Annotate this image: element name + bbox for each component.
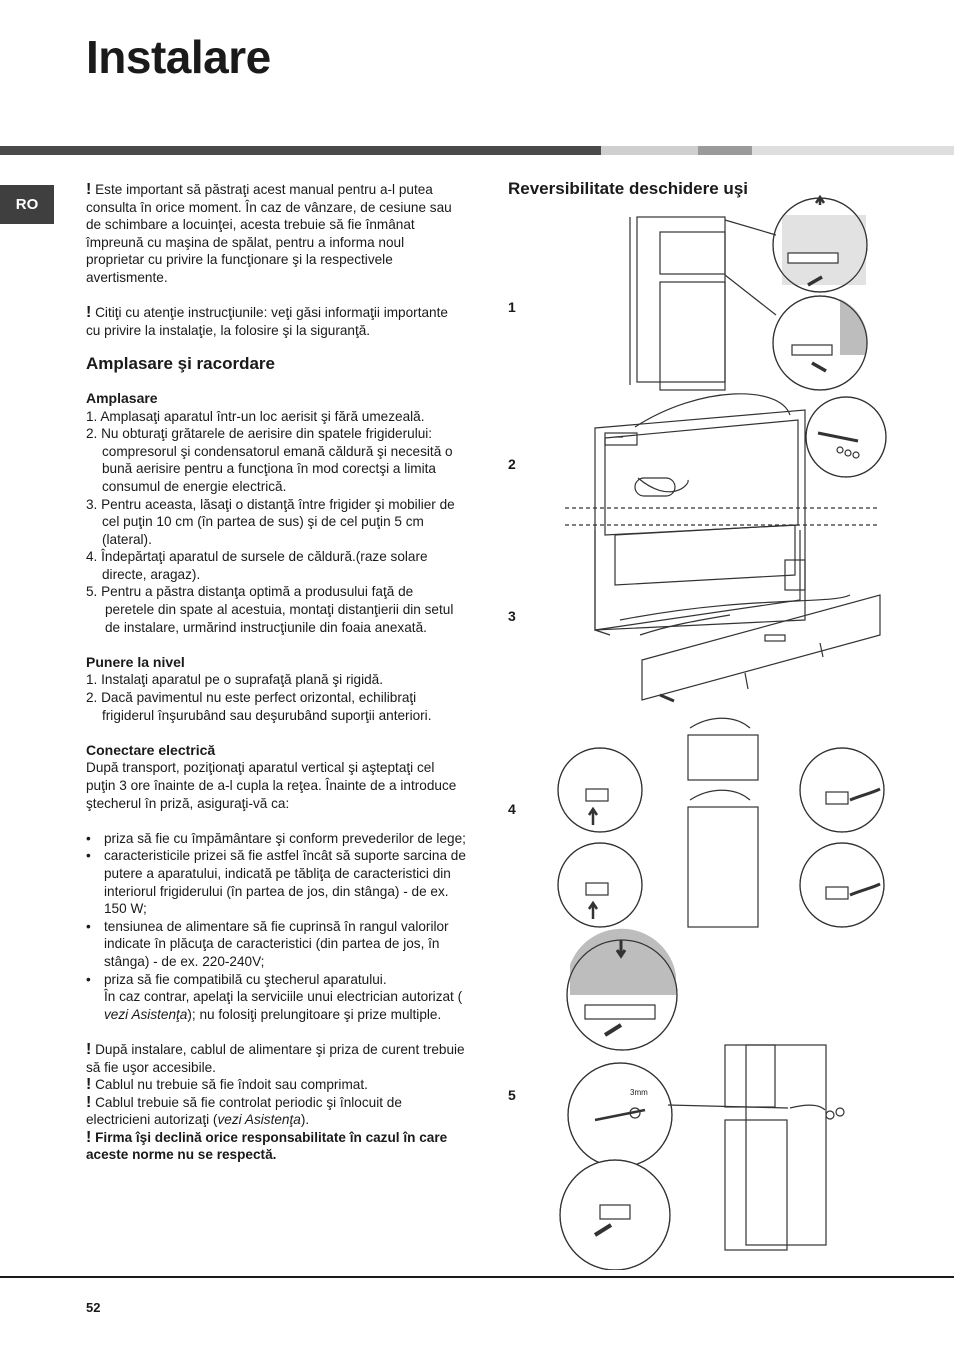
step1-fridge-figure [630, 217, 725, 390]
step1-detail-bottom [773, 296, 868, 390]
warning-3: ! Cablul trebuie să fie controlat periodic şi înlocuit de electricieni autorizaţi (vezi Asistenţa). [86, 1093, 402, 1128]
step2-fridge-figure [595, 410, 805, 630]
step-number: 2 [508, 456, 516, 472]
list-item: • tensiunea de alimentare să fie cuprinsă în rangul valorilor indicate în plăcuţa de caracteristici (din partea de jos, în stânga) - de ex. 220-240V; [86, 918, 449, 969]
list-item: • caracteristicile prizei să fie astfel încât să suporte sarcina de putere a aparatului, indicată pe tăbliţa de caracteristici din interiorul frigiderului (în partea de jos, din stânga) - de ex. 150 W; [86, 848, 466, 917]
step5-detail-top [567, 929, 677, 1050]
warning-mark: ! [86, 304, 92, 322]
warning-mark: ! [86, 1128, 92, 1146]
step3-arrow [640, 615, 730, 635]
list-item: 3. Pentru aceasta, lăsaţi o distanţă între frigider şi mobilier de cel puţin 10 cm (în partea de sus) şi de cel puţin 5 cm (lateral). [86, 496, 455, 547]
page-number: 52 [86, 1300, 101, 1315]
bullet-icon: • [86, 918, 91, 934]
list-item: 2. Dacă pavimentul nu este perfect orizontal, echilibraţi frigiderul înşurubând sau deşurubând suporţii anteriori. [86, 690, 432, 723]
door-reversal-illustration [550, 195, 890, 1270]
step4-door-top [688, 718, 758, 780]
amplasare-heading: Amplasare [86, 389, 158, 406]
left-column [86, 181, 466, 1164]
step-number: 5 [508, 1087, 516, 1103]
warning-mark: ! [86, 1093, 92, 1111]
step2-arrow [638, 478, 688, 492]
list-item: 5. Pentru a păstra distanţa optimă a produsului faţă de peretele din spate al acestuia, montaţi distanţierii din setul de instalare, urmărind instrucţiunile din foaia anexată. [86, 584, 454, 635]
step5-detail-bottom [560, 1160, 670, 1270]
step-number: 4 [508, 801, 516, 817]
bullet-icon: • [86, 971, 91, 987]
label-3mm: 3mm [630, 1088, 648, 1097]
step3-arrow [620, 595, 850, 620]
amplasare-list [86, 408, 466, 637]
header-bar [0, 146, 954, 155]
list-item: 1. Amplasaţi aparatul într-un loc aerisit şi fără umezeală. [86, 408, 425, 424]
language-tab: RO [0, 185, 54, 224]
warning-4: ! Firma îşi declină orice responsabilitate în cazul în care aceste norme nu se respectă. [86, 1128, 448, 1163]
section-title: Amplasare şi racordare [86, 354, 275, 374]
list-item: • priza să fie cu împământare şi conform prevederilor de lege; [86, 830, 466, 846]
list-item: • priza să fie compatibilă cu ştecherul aparatului. În caz contrar, apelaţi la serviciile unui electrician autorizat ( vezi Asistenţa); nu folosiţi prelungitoare şi prize multiple. [86, 971, 463, 1022]
nivel-heading: Punere la nivel [86, 653, 185, 670]
step5-detail-mid [568, 1063, 672, 1167]
step-number: 3 [508, 608, 516, 624]
step-number: 1 [508, 299, 516, 315]
warning-1: ! După instalare, cablul de alimentare şi priza de curent trebuie să fie uşor accesibile. [86, 1040, 465, 1075]
footer-rule [0, 1276, 954, 1278]
step5-fridge-figure [725, 1045, 844, 1250]
list-item: 2. Nu obturaţi grătarele de aerisire din spatele frigiderului: compresorul şi condensatorul emană căldură şi necesită o bună aerisire pentru a funcţiona în mod corectşi a limita consumul de energie electrică. [86, 426, 453, 494]
warning-mark: ! [86, 1040, 92, 1058]
bullet-icon: • [86, 848, 91, 864]
list-item: 1. Instalaţi aparatul pe o suprafaţă plană şi rigidă. [86, 672, 383, 688]
warning-mark: ! [86, 1076, 92, 1094]
warning-2: ! Cablul nu trebuie să fie îndoit sau comprimat. [86, 1076, 368, 1094]
electric-intro: După transport, poziţionaţi aparatul vertical şi aşteptaţi cel puţin 3 ore înainte de a-l cupla la reţea. Înainte de a introduce ştecherul în priză, asiguraţi-vă ca: [86, 760, 457, 811]
step4-detail-bl [558, 843, 642, 927]
electric-heading: Conectare electrică [86, 741, 216, 758]
step4-detail-tr [800, 748, 884, 832]
step4-door-bottom [688, 790, 758, 927]
intro-paragraph-1: ! Este important să păstraţi acest manual pentru a-l putea consulta în orice moment. În caz de vânzare, de cesiune sau de schimbare a locuinţei, acesta trebuie să fie înmânat împreună cu maşina de spălat, pentru a informa noul proprietar cu privire la funcţionare şi la respectivele avertismente. [86, 181, 452, 285]
page-title: Instalare [86, 31, 271, 83]
warning-mark: ! [86, 181, 92, 198]
bullet-icon: • [86, 830, 91, 846]
step4-detail-tl [558, 748, 642, 832]
step1-detail-top [773, 197, 867, 292]
step2-detail-circle [806, 397, 886, 477]
list-item: 4. Îndepărtaţi aparatul de sursele de căldură.(raze solare directe, aragaz). [86, 549, 428, 582]
intro-paragraph-2: ! Citiţi cu atenţie instrucţiunile: veţi găsi informaţii importante cu privire la instalaţie, la folosire şi la siguranţă. [86, 304, 448, 338]
step4-detail-br [800, 843, 884, 927]
reversibility-title: Reversibilitate deschidere uşi [508, 179, 748, 198]
nivel-list [86, 671, 466, 724]
